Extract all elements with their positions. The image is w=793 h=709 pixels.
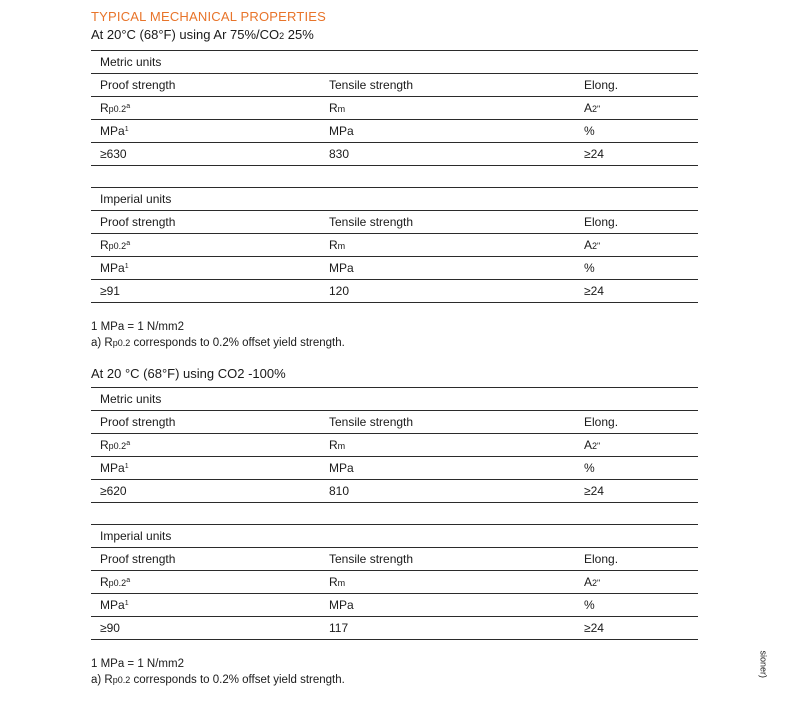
header-proof-strength: Proof strength <box>91 411 320 434</box>
value-elong: ≥24 <box>575 143 698 166</box>
table-row <box>91 388 698 411</box>
table-row <box>91 594 698 617</box>
symbol-superscript: a <box>126 240 131 247</box>
symbol-main: A <box>584 438 593 452</box>
table-row <box>91 525 698 548</box>
unit-tensile: MPa <box>320 594 575 617</box>
section-ar-co2 <box>91 26 698 351</box>
header-elongation: Elong. <box>575 411 698 434</box>
subtitle-text: At 20°C (68°F) using Ar 75%/CO <box>91 27 280 42</box>
table-row <box>91 234 698 257</box>
symbol-main: R <box>329 575 338 589</box>
symbol-proof <box>91 571 320 594</box>
footnote-subscript: p0.2 <box>112 675 131 685</box>
symbol-superscript: a <box>126 103 131 110</box>
unit-label: Imperial units <box>91 188 698 211</box>
header-tensile-strength: Tensile strength <box>320 74 575 97</box>
unit-text: MPa <box>100 598 125 612</box>
header-tensile-strength: Tensile strength <box>320 211 575 234</box>
table-row <box>91 480 698 503</box>
unit-elong: % <box>575 257 698 280</box>
value-elong: ≥24 <box>575 480 698 503</box>
value-proof: ≥620 <box>91 480 320 503</box>
symbol-tensile <box>320 97 575 120</box>
side-caption: sioner) <box>759 650 769 678</box>
subtitle-text-end: 25% <box>284 27 314 42</box>
footnote-subscript: p0.2 <box>112 338 131 348</box>
unit-tensile: MPa <box>320 257 575 280</box>
unit-label: Metric units <box>91 51 698 74</box>
unit-proof <box>91 594 320 617</box>
footnote-rp02 <box>91 335 698 351</box>
footnote-text: a) R <box>91 674 113 686</box>
metric-properties-table <box>91 50 698 166</box>
table-row <box>91 617 698 640</box>
symbol-elong <box>575 434 698 457</box>
table-row <box>91 434 698 457</box>
value-elong: ≥24 <box>575 617 698 640</box>
header-elongation: Elong. <box>575 548 698 571</box>
symbol-main: R <box>329 101 338 115</box>
symbol-main: R <box>100 101 109 115</box>
symbol-subscript: 2" <box>592 104 601 114</box>
symbol-elong <box>575 97 698 120</box>
symbol-main: R <box>329 438 338 452</box>
unit-elong: % <box>575 457 698 480</box>
unit-text: MPa <box>100 124 125 138</box>
unit-footnote: 1 <box>124 600 129 607</box>
header-tensile-strength: Tensile strength <box>320 548 575 571</box>
footnote-text-end: corresponds to 0.2% offset yield strength. <box>130 337 345 349</box>
value-tensile: 117 <box>320 617 575 640</box>
table-row <box>91 280 698 303</box>
header-proof-strength: Proof strength <box>91 548 320 571</box>
unit-label: Imperial units <box>91 525 698 548</box>
unit-elong: % <box>575 120 698 143</box>
symbol-main: A <box>584 575 593 589</box>
unit-footnote: 1 <box>124 263 129 270</box>
unit-text: MPa <box>100 261 125 275</box>
table-row <box>91 411 698 434</box>
symbol-main: A <box>584 101 593 115</box>
footnote-text: a) R <box>91 337 113 349</box>
footnote-text-end: corresponds to 0.2% offset yield strength. <box>130 674 345 686</box>
subtitle-text: At 20 °C (68°F) using CO2 -100% <box>91 366 286 381</box>
symbol-main: R <box>329 238 338 252</box>
symbol-subscript: p0.2 <box>108 441 127 451</box>
footnote-mpa: 1 MPa = 1 N/mm2 <box>91 321 184 333</box>
subtitle-subscript: 2 <box>279 31 285 41</box>
symbol-elong <box>575 571 698 594</box>
section-subtitle <box>91 26 698 45</box>
document-page <box>91 8 698 688</box>
unit-proof <box>91 257 320 280</box>
symbol-tensile <box>320 571 575 594</box>
table-row <box>91 51 698 74</box>
table-row <box>91 211 698 234</box>
table-row <box>91 120 698 143</box>
unit-text: MPa <box>100 461 125 475</box>
unit-tensile: MPa <box>320 457 575 480</box>
section-co2 <box>91 365 698 688</box>
header-proof-strength: Proof strength <box>91 211 320 234</box>
symbol-proof <box>91 434 320 457</box>
table-row <box>91 571 698 594</box>
unit-label: Metric units <box>91 388 698 411</box>
symbol-proof <box>91 234 320 257</box>
symbol-subscript: 2" <box>592 441 601 451</box>
header-elongation: Elong. <box>575 211 698 234</box>
imperial-properties-table <box>91 524 698 640</box>
value-tensile: 810 <box>320 480 575 503</box>
symbol-superscript: a <box>126 440 131 447</box>
footnotes <box>91 656 698 688</box>
imperial-properties-table <box>91 187 698 303</box>
table-row <box>91 188 698 211</box>
table-row <box>91 257 698 280</box>
metric-properties-table <box>91 387 698 503</box>
header-elongation: Elong. <box>575 74 698 97</box>
value-proof: ≥91 <box>91 280 320 303</box>
unit-proof <box>91 120 320 143</box>
value-tensile: 830 <box>320 143 575 166</box>
symbol-main: A <box>584 238 593 252</box>
section-subtitle <box>91 365 698 382</box>
symbol-subscript: p0.2 <box>108 104 127 114</box>
page-title: TYPICAL MECHANICAL PROPERTIES <box>91 9 327 24</box>
table-row <box>91 548 698 571</box>
symbol-subscript: p0.2 <box>108 578 127 588</box>
symbol-subscript: p0.2 <box>108 241 127 251</box>
symbol-proof <box>91 97 320 120</box>
unit-footnote: 1 <box>124 126 129 133</box>
table-row <box>91 143 698 166</box>
table-row <box>91 74 698 97</box>
footnotes <box>91 319 698 351</box>
footnote-rp02 <box>91 672 698 688</box>
footnote-mpa: 1 MPa = 1 N/mm2 <box>91 658 184 670</box>
symbol-subscript: m <box>337 241 346 251</box>
symbol-main: R <box>100 238 109 252</box>
symbol-elong <box>575 234 698 257</box>
symbol-superscript: a <box>126 577 131 584</box>
symbol-subscript: 2" <box>592 578 601 588</box>
table-row <box>91 97 698 120</box>
value-tensile: 120 <box>320 280 575 303</box>
symbol-tensile <box>320 234 575 257</box>
value-elong: ≥24 <box>575 280 698 303</box>
table-row <box>91 457 698 480</box>
unit-footnote: 1 <box>124 463 129 470</box>
unit-tensile: MPa <box>320 120 575 143</box>
value-proof: ≥630 <box>91 143 320 166</box>
symbol-subscript: m <box>337 104 346 114</box>
value-proof: ≥90 <box>91 617 320 640</box>
symbol-subscript: 2" <box>592 241 601 251</box>
symbol-subscript: m <box>337 578 346 588</box>
header-proof-strength: Proof strength <box>91 74 320 97</box>
unit-elong: % <box>575 594 698 617</box>
symbol-main: R <box>100 575 109 589</box>
header-tensile-strength: Tensile strength <box>320 411 575 434</box>
symbol-main: R <box>100 438 109 452</box>
symbol-subscript: m <box>337 441 346 451</box>
unit-proof <box>91 457 320 480</box>
symbol-tensile <box>320 434 575 457</box>
